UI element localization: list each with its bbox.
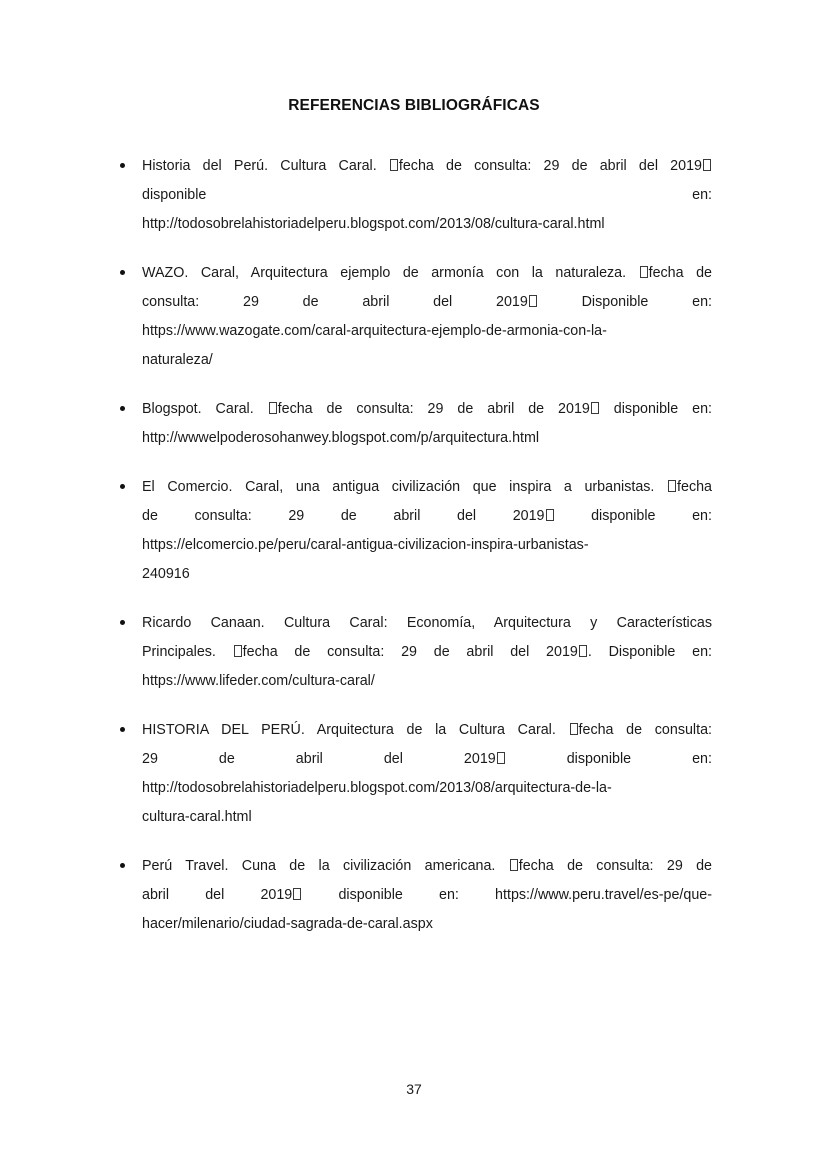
missing-glyph-box [668,480,676,492]
missing-glyph-box [570,723,578,735]
reference-line: Perú Travel. Cuna de la civilización americana. fecha de consulta: 29 de [142,858,713,874]
references-list [118,152,712,939]
reference-item [118,852,712,939]
reference-line: https://elcomercio.pe/peru/caral-antigua-civilizacion-inspira-urbanistas- [142,537,589,553]
reference-line: Historia del Perú. Cultura Caral. fecha de consulta: 29 de abril del 2019 [142,152,712,181]
reference-line: Principales. fecha de consulta: 29 de abril del 2019 . Disponible en: [142,644,712,660]
missing-glyph-box [579,645,587,657]
reference-item [118,395,712,453]
reference-line: Blogspot. Caral. fecha de consulta: 29 de abril de 2019 disponible en: [142,401,712,417]
reference-line: disponible en: [142,187,712,203]
reference-line: cultura-caral.html [142,809,252,825]
reference-line: WAZO. Caral, Arquitectura ejemplo de armonía con la naturaleza. fecha de [142,265,712,281]
reference-item [118,716,712,832]
bullet-icon [120,484,125,489]
missing-glyph-box [510,859,518,871]
reference-line: https://www.wazogate.com/caral-arquitectura-ejemplo-de-armonia-con-la- [142,323,607,339]
reference-line: naturaleza/ [142,352,213,368]
reference-item [118,259,712,375]
reference-line: hacer/milenario/ciudad-sagrada-de-caral.aspx [142,916,433,932]
missing-glyph-box [703,159,711,171]
reference-line: https://www.lifeder.com/cultura-caral/ [142,673,375,689]
missing-glyph-box [390,159,398,171]
reference-line: de consulta: 29 de abril del 2019 disponible en: [142,508,712,524]
reference-line: 29 de abril del 2019 disponible en: [142,751,712,767]
missing-glyph-box [591,402,599,414]
reference-line: El Comercio. Caral, una antigua civilización que inspira a urbanistas. fecha [142,479,712,495]
page-number: 37 [406,1081,422,1097]
reference-line: http://todosobrelahistoriadelperu.blogspot.com/2013/08/cultura-caral.html [142,216,605,232]
reference-line: 240916 [142,566,190,582]
bullet-icon [120,406,125,411]
missing-glyph-box [497,752,505,764]
reference-item [118,473,712,589]
bullet-icon [120,620,125,625]
missing-glyph-box [640,266,648,278]
reference-line: http://wwwelpoderosohanwey.blogspot.com/p/arquitectura.html [142,430,540,446]
reference-line: Ricardo Canaan. Cultura Caral: Economía, Arquitectura y Características [142,615,712,631]
missing-glyph-box [234,645,242,657]
reference-item [118,609,712,696]
missing-glyph-box [269,402,277,414]
page-title: REFERENCIAS BIBLIOGRÁFICAS [288,97,540,114]
reference-item [118,152,712,239]
missing-glyph-box [293,888,301,900]
reference-line: abril del 2019 disponible en: https://www.peru.travel/es-pe/que- [142,887,712,903]
bullet-icon [120,727,125,732]
bullet-icon [120,863,125,868]
reference-line: consulta: 29 de abril del 2019 Disponible en: [142,294,712,310]
missing-glyph-box [529,295,537,307]
reference-line: http://todosobrelahistoriadelperu.blogspot.com/2013/08/arquitectura-de-la- [142,780,612,796]
bullet-icon [120,270,125,275]
bullet-icon [120,163,125,168]
missing-glyph-box [546,509,554,521]
reference-line: HISTORIA DEL PERÚ. Arquitectura de la Cultura Caral. fecha de consulta: [142,722,712,738]
